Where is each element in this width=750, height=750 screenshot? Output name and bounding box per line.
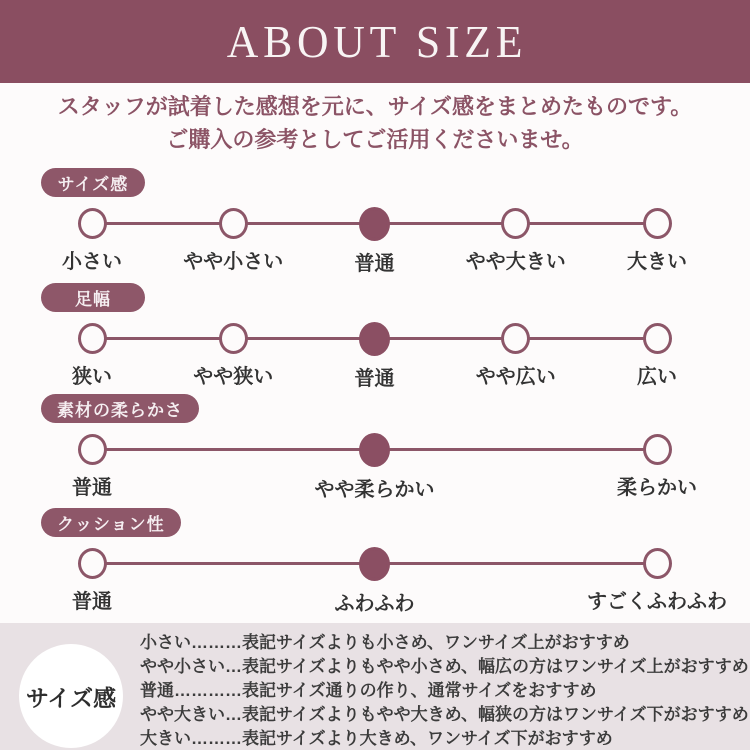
scale-point [335, 548, 415, 616]
scale-point [72, 434, 112, 500]
rating-label: 狭い [72, 366, 112, 388]
scale-point [72, 323, 112, 389]
scale-title-badge: 足幅 [41, 283, 145, 312]
rating-dot [78, 208, 107, 239]
rating-dot [78, 434, 107, 465]
rating-dot-selected [359, 433, 390, 467]
scale-point [183, 208, 283, 274]
rating-label: 柔らかい [617, 477, 697, 499]
rating-label: 小さい [62, 251, 122, 273]
scale-section-foot-width [0, 283, 750, 390]
rating-label: やや大きい [465, 251, 566, 273]
rating-dot [219, 208, 248, 239]
scale-point [355, 323, 395, 391]
rating-label: 普通 [72, 591, 112, 613]
rating-label: すごくふわふわ [587, 591, 727, 613]
rating-dot-selected [359, 547, 390, 581]
rating-label: 普通 [354, 368, 395, 390]
legend-line: 大きい………表記サイズより大きめ、ワンサイズ下がおすすめ [140, 729, 613, 748]
rating-dot-selected [359, 207, 390, 241]
rating-label: やや狭い [193, 366, 274, 388]
legend-lines [140, 631, 749, 750]
rating-label: やや小さい [183, 251, 284, 273]
scale-title-badge: 素材の柔らかさ [41, 394, 199, 423]
rating-dot [501, 208, 530, 239]
scale-section-cushioning [0, 508, 750, 615]
rating-dot [78, 548, 107, 579]
scale-point [193, 323, 273, 389]
scale-section-material-softness [0, 394, 750, 501]
scale-point [315, 434, 435, 502]
rating-scale [72, 548, 727, 615]
rating-label: やや柔らかい [314, 479, 435, 501]
rating-label: 普通 [72, 477, 112, 499]
legend-badge: サイズ感 [19, 644, 123, 748]
intro-line-1: スタッフが試着した感想を元に、サイズ感をまとめたものです。 [57, 94, 693, 119]
scale-section-size-feel [0, 168, 750, 275]
intro-text [0, 90, 750, 156]
rating-scale [72, 434, 697, 501]
scale-title-badge: クッション性 [41, 508, 181, 537]
rating-dot-selected [359, 322, 390, 356]
scale-point [62, 208, 122, 274]
rating-dot [219, 323, 248, 354]
scale-point [637, 323, 677, 389]
scale-point [587, 548, 727, 614]
page-title: ABOUT SIZE [227, 16, 528, 67]
scale-point [466, 208, 566, 274]
scale-point [72, 548, 112, 614]
scale-point [476, 323, 556, 389]
rating-scale [72, 323, 677, 390]
rating-dot [643, 323, 672, 354]
intro-line-2: ご購入の参考としてご活用くださいませ。 [166, 127, 584, 152]
legend-line: 普通…………表記サイズ通りの作り、通常サイズをおすすめ [140, 681, 597, 700]
rating-label: ふわふわ [334, 593, 415, 615]
legend-panel [0, 623, 750, 750]
rating-dot [78, 323, 107, 354]
rating-label: 広い [637, 366, 677, 388]
rating-dot [643, 434, 672, 465]
legend-line: やや小さい…表記サイズよりもやや小さめ、幅広の方はワンサイズ上がおすすめ [140, 657, 749, 676]
scale-point [627, 208, 687, 274]
header-banner [0, 0, 750, 83]
scale-point [617, 434, 697, 500]
legend-line: やや大きい…表記サイズよりもやや大きめ、幅狭の方はワンサイズ下がおすすめ [140, 705, 749, 724]
scale-point [355, 208, 395, 276]
rating-scale [62, 208, 687, 275]
legend-line: 小さい………表記サイズよりも小さめ、ワンサイズ上がおすすめ [140, 633, 630, 652]
rating-dot [643, 548, 672, 579]
rating-label: やや広い [475, 366, 556, 388]
rating-label: 大きい [627, 251, 687, 273]
rating-dot [643, 208, 672, 239]
rating-dot [501, 323, 530, 354]
rating-label: 普通 [354, 253, 395, 275]
scale-title-badge: サイズ感 [41, 168, 145, 197]
